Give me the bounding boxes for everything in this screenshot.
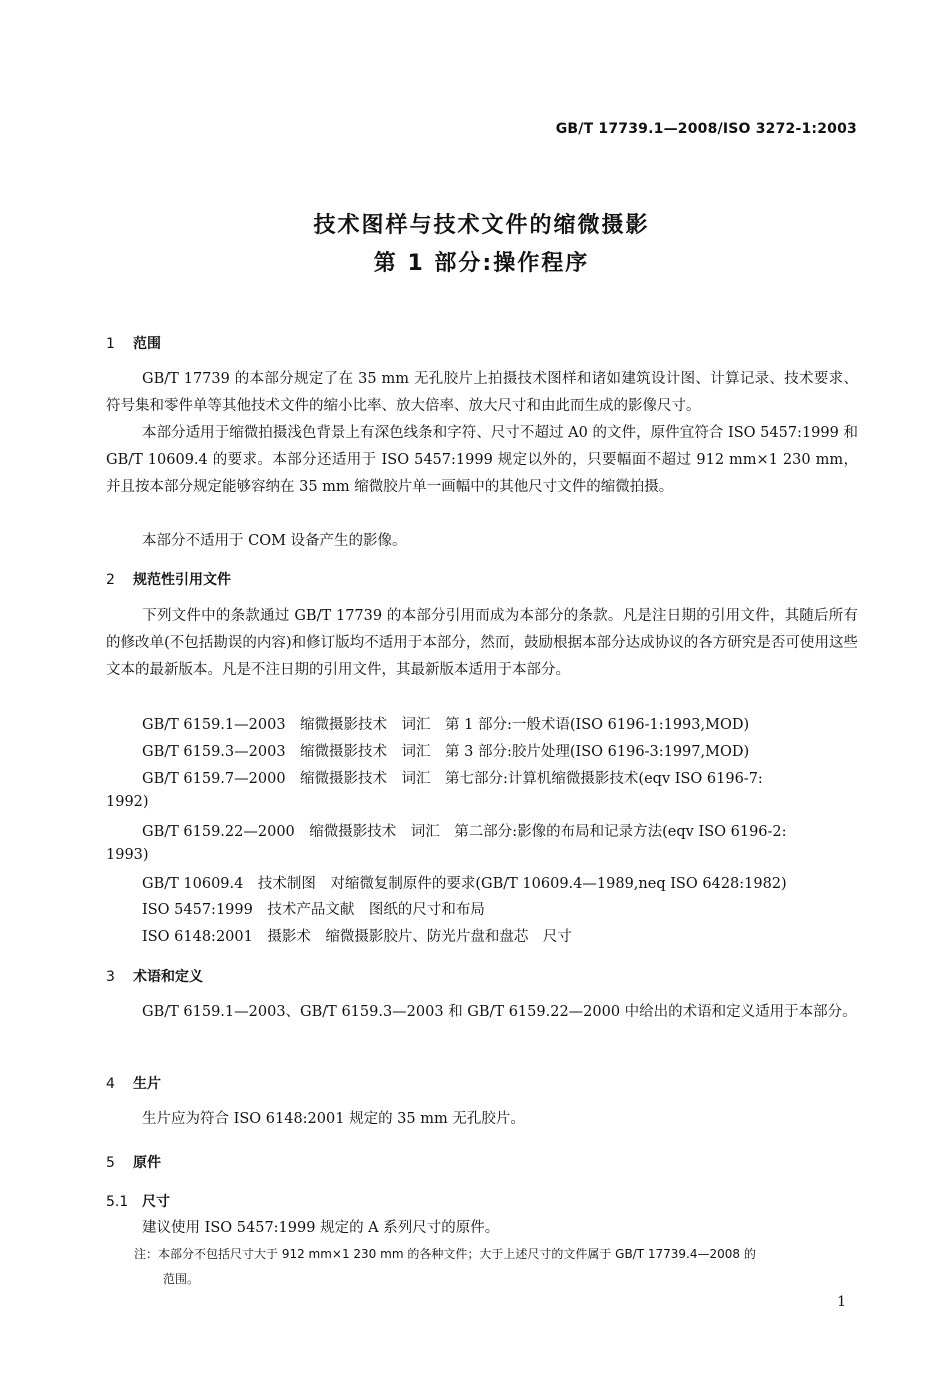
section-number: 2	[106, 572, 115, 588]
subsection-5-1-heading	[106, 1191, 170, 1211]
standard-number: GB/T 17739.1—2008/ISO 3272-1:2003	[555, 121, 857, 137]
section-1-heading	[106, 333, 161, 353]
section-3-paragraph-1	[106, 999, 858, 1026]
section-4-paragraph-1	[106, 1106, 858, 1133]
section-number: 3	[106, 969, 115, 985]
subsection-number: 5.1	[106, 1194, 129, 1210]
section-number: 5	[106, 1155, 115, 1171]
paragraph-text: 本部分不适用于 COM 设备产生的影像。	[142, 533, 407, 549]
subsection-title: 尺寸	[142, 1194, 170, 1210]
reference-item: GB/T 6159.1—2003 缩微摄影技术 词汇 第 1 部分:一般术语(ISO 6196-1:1993,MOD)	[142, 717, 750, 733]
reference-item: ISO 5457:1999 技术产品文献 图纸的尺寸和布局	[142, 902, 485, 918]
section-title: 规范性引用文件	[133, 572, 231, 588]
reference-item: ISO 6148:2001 摄影术 缩微摄影胶片、防光片盘和盘芯 尺寸	[142, 929, 572, 945]
subsection-5-1-paragraph: 建议使用 ISO 5457:1999 规定的 A 系列尺寸的原件。	[142, 1220, 500, 1236]
section-2-heading	[106, 569, 231, 589]
note-line-2: 范围。	[163, 1272, 200, 1286]
page-number: 1	[837, 1294, 846, 1310]
paragraph-text: GB/T 17739 的本部分规定了在 35 mm 无孔胶片上拍摄技术图样和诸如建筑设计图、计算记录、技术要求、符号集和零件单等其他技术文件的缩小比率、放大倍率、放大尺寸和由此而生成的影像尺寸。	[106, 371, 858, 414]
reference-item: GB/T 10609.4 技术制图 对缩微复制原件的要求(GB/T 10609.4—1989,neq ISO 6428:1982)	[142, 876, 787, 892]
section-5-heading	[106, 1152, 161, 1172]
document-title-line1: 技术图样与技术文件的缩微摄影	[313, 213, 650, 238]
section-4-heading	[106, 1073, 161, 1093]
section-title: 术语和定义	[133, 969, 203, 985]
reference-item-continuation: 1993)	[106, 847, 149, 863]
section-title: 生片	[133, 1076, 161, 1092]
section-2-paragraph-1	[106, 603, 858, 684]
section-1-paragraph-3	[106, 528, 858, 555]
section-number: 4	[106, 1076, 115, 1092]
section-1-paragraph-2	[106, 420, 858, 501]
section-3-heading	[106, 966, 203, 986]
section-title: 原件	[133, 1155, 161, 1171]
paragraph-text: GB/T 6159.1—2003、GB/T 6159.3—2003 和 GB/T 6159.22—2000 中给出的术语和定义适用于本部分。	[142, 1004, 857, 1020]
reference-item: GB/T 6159.3—2003 缩微摄影技术 词汇 第 3 部分:胶片处理(ISO 6196-3:1997,MOD)	[142, 744, 750, 760]
section-1-paragraph-1	[106, 366, 858, 420]
reference-item-continuation: 1992)	[106, 794, 149, 810]
note-line-1: 注：本部分不包括尺寸大于 912 mm×1 230 mm 的各种文件；大于上述尺寸的文件属于 GB/T 17739.4—2008 的	[134, 1247, 756, 1261]
reference-item: GB/T 6159.7—2000 缩微摄影技术 词汇 第七部分:计算机缩微摄影技术(eqv ISO 6196-7:	[142, 771, 763, 787]
paragraph-text: 下列文件中的条款通过 GB/T 17739 的本部分引用而成为本部分的条款。凡是注日期的引用文件，其随后所有的修改单(不包括勘误的内容)和修订版均不适用于本部分，然而，鼓励根据本部分达成协议的各方研究是否可使用这些文本的最新版本。凡是不注日期的引用文件，其最新版本适用于本部分。	[106, 608, 858, 678]
document-title-line2: 第 1 部分:操作程序	[373, 251, 590, 276]
reference-item: GB/T 6159.22—2000 缩微摄影技术 词汇 第二部分:影像的布局和记录方法(eqv ISO 6196-2:	[142, 824, 787, 840]
paragraph-text: 生片应为符合 ISO 6148:2001 规定的 35 mm 无孔胶片。	[142, 1111, 525, 1127]
paragraph-text: 本部分适用于缩微拍摄浅色背景上有深色线条和字符、尺寸不超过 A0 的文件，原件宜符合 ISO 5457:1999 和 GB/T 10609.4 的要求。本部分还适用于 ISO 5457:1999 规定以外的，只要幅面不超过 912 mm×1 230 mm，并且按本部分规定能够容纳在 35 mm 缩微胶片单一画幅中的其他尺寸文件的缩微拍摄。	[106, 425, 858, 495]
section-number: 1	[106, 336, 115, 352]
section-title: 范围	[133, 336, 161, 352]
